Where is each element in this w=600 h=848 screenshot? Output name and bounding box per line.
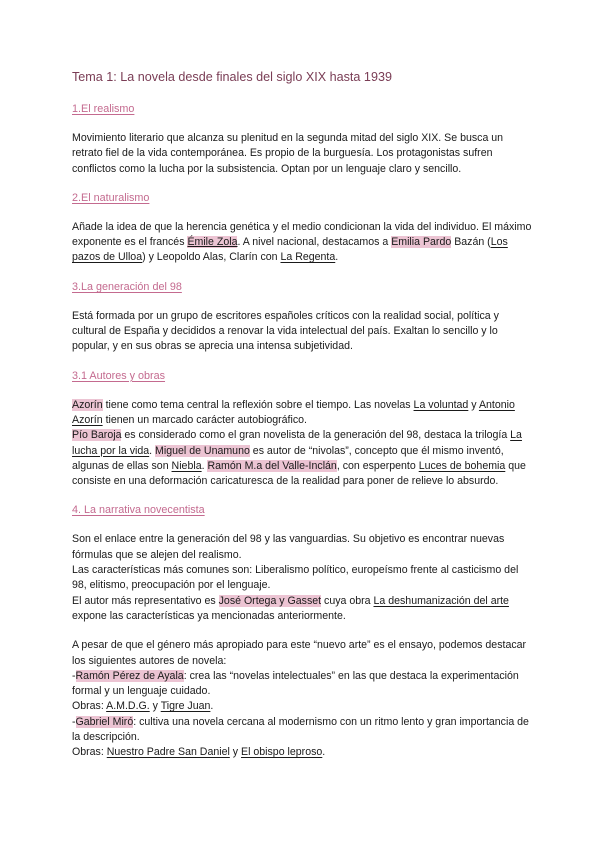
text-span: expone las características ya mencionadas anteriormente. <box>72 609 346 622</box>
work-title: A.M.D.G. <box>106 700 150 713</box>
work-title: Tigre Juan <box>160 700 211 713</box>
heading-naturalismo: 2.El naturalismo <box>72 191 150 204</box>
highlight-author: José Ortega y Gasset <box>218 594 322 607</box>
text-span: : cultiva una novela cercana al modernismo con un ritmo lento y gran importancia de la descripción. <box>72 715 529 744</box>
text-span: ) y Leopoldo Alas, Clarín con <box>142 251 281 264</box>
text-span: y <box>149 700 161 713</box>
text-span: que consiste en una deformación caricaturesca de la realidad para poner de relieve lo absurdo. <box>72 459 526 488</box>
text-span: . <box>335 251 339 264</box>
text-span: tienen un marcado carácter autobiográfico. <box>102 413 307 426</box>
work-title: La voluntad <box>413 398 469 411</box>
highlight-author: Ramón M.a del Valle-Inclán <box>207 459 337 472</box>
work-title: Antonio Azorín <box>72 398 515 426</box>
text-span: es autor de “nivolas”, concepto que él mismo inventó, algunas de ellas son <box>72 444 504 472</box>
highlight-author: Ramón Pérez de Ayala <box>75 669 184 682</box>
text-span: Obras: <box>72 746 107 759</box>
text-span: Obras: <box>72 700 107 713</box>
work-title: La Regenta <box>280 251 336 264</box>
highlight-author: Émile Zola <box>187 236 238 249</box>
work-title: Luces de bohemia <box>418 459 506 472</box>
text-span: es considerado como el gran novelista de la generación del 98, destaca la trilogía <box>121 429 511 442</box>
paragraph-autores-obras <box>72 398 532 490</box>
highlight-author: Emilia Pardo <box>391 236 452 249</box>
text-span: . <box>201 459 208 472</box>
text-span: tiene como tema central la reflexión sobre el tiempo. Las novelas <box>102 398 414 411</box>
highlight-author: Miguel de Unamuno <box>155 444 250 457</box>
text-span: Bazán ( <box>451 236 491 249</box>
work-title: La lucha por la vida <box>72 429 522 457</box>
work-title: La deshumanización del arte <box>373 594 509 607</box>
highlight-author: Azorín <box>72 398 103 411</box>
text-span: , con esperpento <box>336 459 419 472</box>
work-title: Niebla <box>171 459 202 472</box>
paragraph-generacion-98: Está formada por un grupo de escritores españoles críticos con la realidad social, política y cultural de España y decididos a renovar la vida intelectual del país. Exaltan lo sencillo y lo popular, y en sus obras se aprecia una intensa subjetividad. <box>72 309 499 353</box>
highlight-author: Pío Baroja <box>72 429 122 442</box>
document-page <box>72 68 532 775</box>
document-title: Tema 1: La novela desde finales del siglo XIX hasta 1939 <box>72 70 392 84</box>
text-span: Añade la idea de que la herencia genética y el medio condicionan la vida del individuo. El máximo exponente es el francés <box>72 220 532 249</box>
heading-novecentista: 4. La narrativa novecentista <box>72 504 205 517</box>
text-span: - <box>72 715 76 728</box>
text-span: y <box>468 398 479 411</box>
text-span: . <box>322 746 326 759</box>
paragraph-novecentista-2 <box>72 638 532 760</box>
highlight-author: Gabriel Miró <box>75 715 134 728</box>
text-span: y <box>229 746 242 759</box>
text-span: - <box>72 669 76 682</box>
text-span: cuya obra <box>321 594 374 607</box>
text-span: Las características más comunes son: Liberalismo político, europeísmo frente al casticismo del 98, elitismo, preocupación por el lenguaje. <box>72 564 519 592</box>
paragraph-novecentista-1 <box>72 532 532 624</box>
text-span: : crea las “novelas intelectuales” en las que destaca la experimentación formal y un lenguaje cuidado. <box>72 669 519 698</box>
text-span: . <box>149 444 156 457</box>
text-span: Son el enlace entre la generación del 98 y las vanguardias. Su objetivo es encontrar nuevas fórmulas que se alejen del realismo. <box>72 533 505 561</box>
work-title: Nuestro Padre San Daniel <box>106 746 230 759</box>
work-title: El obispo leproso <box>241 746 323 759</box>
paragraph-naturalismo <box>72 220 532 266</box>
work-title: Los pazos de Ulloa <box>72 236 508 264</box>
text-span: . A nivel nacional, destacamos a <box>237 236 392 249</box>
paragraph-realismo: Movimiento literario que alcanza su plenitud en la segunda mitad del siglo XIX. Se busca un retrato fiel de la vida contemporánea. Es propio de la burguesía. Los protagonistas sufren conflictos como la lucha por la subsistencia. Optan por un lenguaje claro y sencillo. <box>72 132 504 175</box>
text-span: . <box>210 700 214 713</box>
heading-autores-obras: 3.1 Autores y obras <box>72 369 166 382</box>
text-span: A pesar de que el género más apropiado para este “nuevo arte” es el ensayo, podemos destacar los siguientes autores de novela: <box>72 639 527 667</box>
text-span: El autor más representativo es <box>72 594 219 607</box>
heading-realismo: 1.El realismo <box>72 103 135 115</box>
heading-generacion-98: 3.La generación del 98 <box>72 280 182 293</box>
